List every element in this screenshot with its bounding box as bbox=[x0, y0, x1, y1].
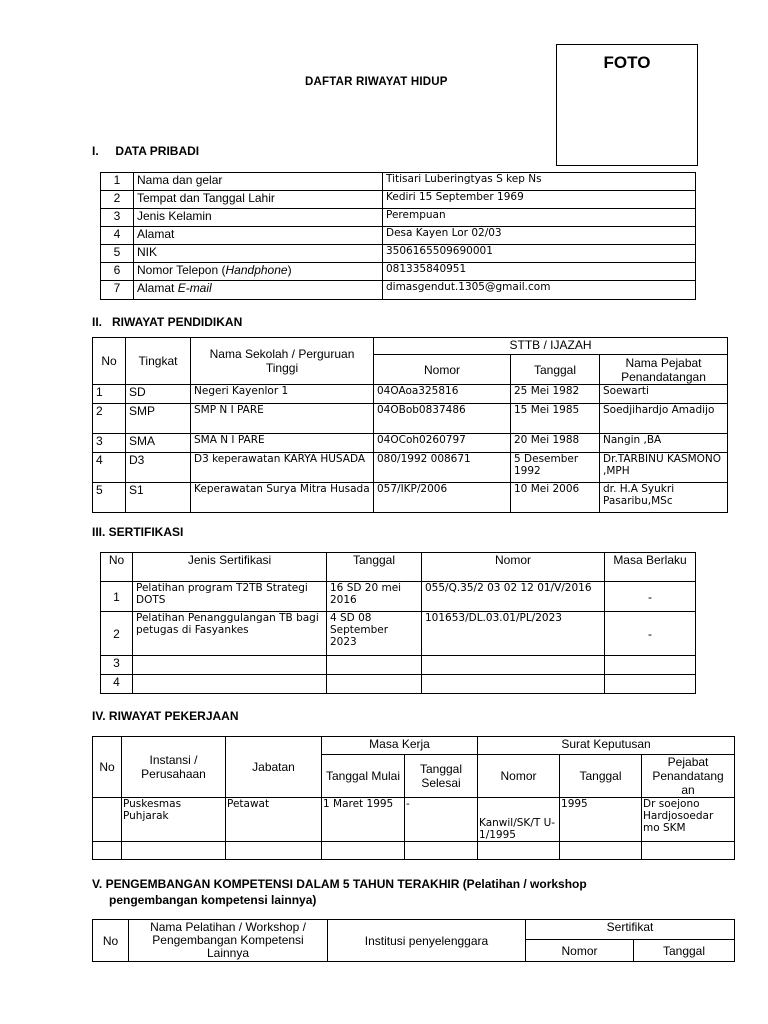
table-row bbox=[101, 656, 696, 675]
cell-nomor: Kanwil/SK/T U-1/1995 bbox=[478, 798, 560, 842]
header-institusi: Institusi penyelenggara bbox=[328, 920, 526, 962]
cell-sekolah: Negeri Kayenlor 1 bbox=[191, 385, 374, 404]
header-tingkat: Tingkat bbox=[126, 338, 191, 385]
header-no: No bbox=[93, 338, 126, 385]
cell-no bbox=[93, 842, 122, 860]
field-label: Tempat dan Tanggal Lahir bbox=[134, 191, 383, 209]
header-nama-pelatihan: Nama Pelatihan / Workshop / Pengembangan Kompetensi Lainnya bbox=[129, 920, 328, 962]
table-row bbox=[93, 483, 728, 513]
cell-jenis: Pelatihan Penanggulangan TB bagi petugas di Fasyankes bbox=[133, 612, 327, 656]
field-label bbox=[134, 281, 383, 300]
field-value: 081335840951 bbox=[383, 263, 696, 281]
cell-instansi bbox=[122, 842, 226, 860]
sertifikasi-table bbox=[100, 552, 696, 694]
table-row bbox=[101, 612, 696, 656]
header-jabatan: Jabatan bbox=[226, 737, 322, 798]
cell-nomor: 101653/DL.03.01/PL/2023 bbox=[422, 612, 605, 656]
header-masa: Masa Berlaku bbox=[605, 553, 696, 582]
header-tanggal: Tanggal bbox=[634, 940, 735, 962]
cell-no: 5 bbox=[93, 483, 126, 513]
field-label: Alamat bbox=[134, 227, 383, 245]
header-sekolah: Nama Sekolah / Perguruan Tinggi bbox=[191, 338, 374, 385]
header-nomor: Nomor bbox=[374, 355, 511, 385]
cell-masa bbox=[605, 656, 696, 675]
pendidikan-table bbox=[92, 337, 728, 513]
kompetensi-table bbox=[92, 919, 735, 962]
cell-mulai: 1 Maret 1995 bbox=[322, 798, 405, 842]
row-no: 1 bbox=[101, 173, 134, 191]
cell-tanggal: 16 SD 20 mei 2016 bbox=[327, 582, 422, 612]
cell-pejabat: Soedjihardjo Amadijo bbox=[600, 404, 728, 434]
cell-pejabat: Soewarti bbox=[600, 385, 728, 404]
cell-tanggal: 10 Mei 2006 bbox=[511, 483, 600, 513]
row-no: 4 bbox=[101, 227, 134, 245]
cell-nomor: 057/IKP/2006 bbox=[374, 483, 511, 513]
cell-nomor bbox=[422, 656, 605, 675]
header-pejabat: Nama Pejabat Penandatangan bbox=[600, 355, 728, 385]
cell-pejabat: Dr.TARBINU KASMONO ,MPH bbox=[600, 453, 728, 483]
cell-nomor bbox=[422, 675, 605, 694]
header-pejabat: Pejabat Penandatang an bbox=[642, 755, 735, 798]
table-row bbox=[93, 842, 735, 860]
cell-tanggal bbox=[560, 842, 642, 860]
cell-masa bbox=[605, 675, 696, 694]
header-sttb: STTB / IJAZAH bbox=[374, 338, 728, 355]
cell-jenis bbox=[133, 675, 327, 694]
table-row bbox=[93, 453, 728, 483]
table-row bbox=[93, 798, 735, 842]
table-row bbox=[101, 582, 696, 612]
table-row bbox=[93, 404, 728, 434]
cell-tanggal bbox=[327, 656, 422, 675]
header-nomor: Nomor bbox=[526, 940, 634, 962]
photo-box: FOTO bbox=[556, 44, 698, 166]
header-tanggal: Tanggal bbox=[560, 755, 642, 798]
cell-tanggal: 15 Mei 1985 bbox=[511, 404, 600, 434]
row-no: 3 bbox=[101, 209, 134, 227]
cell-instansi: Puskesmas Puhjarak bbox=[122, 798, 226, 842]
field-label: Jenis Kelamin bbox=[134, 209, 383, 227]
cell-tanggal: 1995 bbox=[560, 798, 642, 842]
header-mulai: Tanggal Mulai bbox=[322, 755, 405, 798]
document-title: DAFTAR RIWAYAT HIDUP bbox=[305, 76, 448, 88]
cell-no: 2 bbox=[93, 404, 126, 434]
cell-tanggal: 5 Desember 1992 bbox=[511, 453, 600, 483]
cell-tanggal: 4 SD 08 September 2023 bbox=[327, 612, 422, 656]
cell-tingkat: S1 bbox=[126, 483, 191, 513]
table-row bbox=[93, 385, 728, 404]
header-surat-keputusan: Surat Keputusan bbox=[478, 737, 735, 755]
cell-jabatan: Petawat bbox=[226, 798, 322, 842]
cell-no: 4 bbox=[93, 453, 126, 483]
cell-no: 3 bbox=[93, 434, 126, 453]
row-no: 7 bbox=[101, 281, 134, 300]
header-tanggal: Tanggal bbox=[511, 355, 600, 385]
field-value: dimasgendut.1305@gmail.com bbox=[383, 281, 696, 300]
header-jenis: Jenis Sertifikasi bbox=[133, 553, 327, 582]
label-part: Alamat bbox=[137, 281, 178, 295]
header-sertifikat: Sertifikat bbox=[526, 920, 735, 940]
cell-no: 1 bbox=[93, 385, 126, 404]
table-row bbox=[101, 675, 696, 694]
field-value: 3506165509690001 bbox=[383, 245, 696, 263]
cell-nomor: 055/Q.35/2 03 02 12 01/V/2016 bbox=[422, 582, 605, 612]
section-kompetensi: V. PENGEMBANGAN KOMPETENSI DALAM 5 TAHUN TERAKHIR (Pelatihan / workshop bbox=[92, 877, 587, 891]
field-value: Perempuan bbox=[383, 209, 696, 227]
cell-nomor bbox=[478, 842, 560, 860]
cell-no: 1 bbox=[101, 582, 133, 612]
cell-pejabat bbox=[642, 842, 735, 860]
cell-sekolah: D3 keperawatan KARYA HUSADA bbox=[191, 453, 374, 483]
cell-tingkat: SMP bbox=[126, 404, 191, 434]
cell-pejabat: Nangin ,BA bbox=[600, 434, 728, 453]
cell-no: 4 bbox=[101, 675, 133, 694]
section-data-pribadi: I. DATA PRIBADI bbox=[92, 144, 200, 158]
cell-tingkat: SD bbox=[126, 385, 191, 404]
cell-masa: - bbox=[605, 612, 696, 656]
cell-nomor: 04OAoa325816 bbox=[374, 385, 511, 404]
cell-no: 3 bbox=[101, 656, 133, 675]
cell-sekolah: SMP N I PARE bbox=[191, 404, 374, 434]
cell-pejabat: Dr soejono Hardjosoedar mo SKM bbox=[642, 798, 735, 842]
data-pribadi-table bbox=[100, 172, 696, 300]
label-italic: Handphone bbox=[225, 263, 288, 277]
label-part: Nomor Telepon ( bbox=[137, 263, 226, 277]
section-kompetensi-cont: pengembangan kompetensi lainnya) bbox=[109, 893, 317, 907]
cell-mulai bbox=[322, 842, 405, 860]
header-tanggal: Tanggal bbox=[327, 553, 422, 582]
header-nomor: Nomor bbox=[422, 553, 605, 582]
section-sertifikasi: III. SERTIFIKASI bbox=[92, 525, 184, 539]
row-no: 5 bbox=[101, 245, 134, 263]
cell-jenis bbox=[133, 656, 327, 675]
header-selesai: Tanggal Selesai bbox=[405, 755, 478, 798]
cell-nomor: 080/1992 008671 bbox=[374, 453, 511, 483]
header-no: No bbox=[93, 737, 122, 798]
cell-tingkat: SMA bbox=[126, 434, 191, 453]
header-masa-kerja: Masa Kerja bbox=[322, 737, 478, 755]
cell-selesai: - bbox=[405, 798, 478, 842]
cell-nomor: 04OBob0837486 bbox=[374, 404, 511, 434]
section-riwayat-pekerjaan: IV. RIWAYAT PEKERJAAN bbox=[92, 709, 239, 723]
field-label: Nama dan gelar bbox=[134, 173, 383, 191]
cell-tanggal bbox=[327, 675, 422, 694]
cell-nomor: 04OCoh0260797 bbox=[374, 434, 511, 453]
label-italic: E-mail bbox=[177, 281, 212, 295]
cell-tanggal: 25 Mei 1982 bbox=[511, 385, 600, 404]
cell-no: 2 bbox=[101, 612, 133, 656]
header-nomor: Nomor bbox=[478, 755, 560, 798]
cell-jenis: Pelatihan program T2TB Strategi DOTS bbox=[133, 582, 327, 612]
cell-selesai bbox=[405, 842, 478, 860]
header-no: No bbox=[101, 553, 133, 582]
field-value: Desa Kayen Lor 02/03 bbox=[383, 227, 696, 245]
field-value: Titisari Luberingtyas S kep Ns bbox=[383, 173, 696, 191]
field-label bbox=[134, 263, 383, 281]
cell-jabatan bbox=[226, 842, 322, 860]
field-label: NIK bbox=[134, 245, 383, 263]
cell-tanggal: 20 Mei 1988 bbox=[511, 434, 600, 453]
cell-masa: - bbox=[605, 582, 696, 612]
field-value: Kediri 15 September 1969 bbox=[383, 191, 696, 209]
cell-pejabat: dr. H.A Syukri Pasaribu,MSc bbox=[600, 483, 728, 513]
header-no: No bbox=[93, 920, 129, 962]
label-part: ) bbox=[287, 263, 292, 277]
section-riwayat-pendidikan: II. RIWAYAT PENDIDIKAN bbox=[92, 315, 243, 329]
cell-sekolah: Keperawatan Surya Mitra Husada bbox=[191, 483, 374, 513]
row-no: 2 bbox=[101, 191, 134, 209]
cell-sekolah: SMA N I PARE bbox=[191, 434, 374, 453]
pekerjaan-table bbox=[92, 736, 735, 860]
cell-no bbox=[93, 798, 122, 842]
table-row bbox=[93, 434, 728, 453]
cell-tingkat: D3 bbox=[126, 453, 191, 483]
row-no: 6 bbox=[101, 263, 134, 281]
header-instansi: Instansi / Perusahaan bbox=[122, 737, 226, 798]
